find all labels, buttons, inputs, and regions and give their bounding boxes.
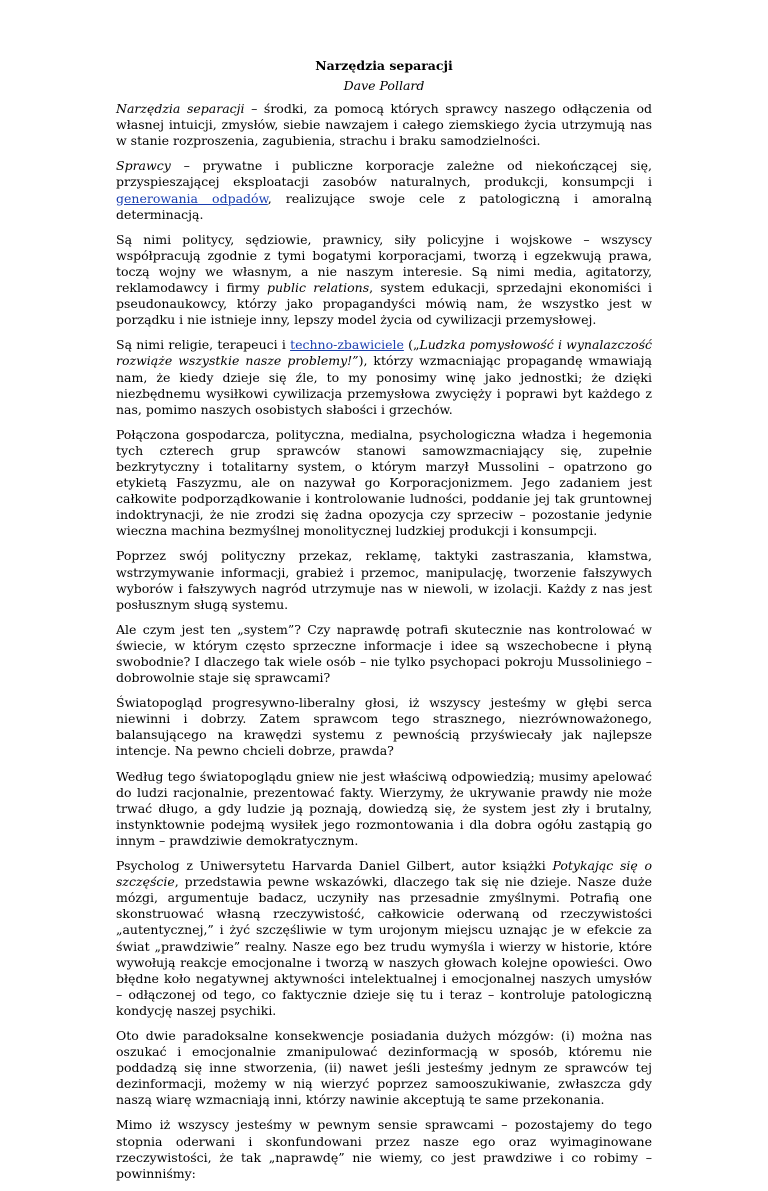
paragraph-anger: Według tego światopoglądu gniew nie jest właściwą odpowiedzią; musimy apelować do ludzi racjonalnie, prezentować fakty. Wierzymy, że ukrywanie prawdy nie może trwać długo, a gdy ludzie ją poznają, dowiedzą się, że system jest zły i brutalny, instynktownie podejmą wysiłek jego rozmontowania i dla dobra ogółu zastąpią go innym – prawdziwie demokratycznym. bbox=[116, 768, 652, 848]
paragraph-corporatism: Połączona gospodarcza, polityczna, medialna, psychologiczna władza i hegemonia tych czterech grup sprawców stanowi samowzmacniający się, zupełnie bezkrytyczny i totalitarny system, o którym marzył Mussolini – opatrzono go etykietą Faszyzmu, ale on nazywał go Korporacjonizmem. Jego zadaniem jest całkowite podporządkowanie i kontrolowanie ludności, poddanie jej tak gruntownej indoktrynacji, że nie zrodzi się żadna opozycja czy sprzeciw – pozostanie jedynie wieczna machina bezmyślnej monolitycznej ludzkiej produkcji i konsumpcji. bbox=[116, 426, 652, 539]
paragraph-text: , przedstawia pewne wskazówki, dlaczego tak się nie dzieje. Nasze duże mózgi, argumentuje badacz, uczyniły nas przesadnie zmyślnymi. Potrafią one skonstruować własną rzeczywistość, całkowicie oderwaną od rzeczywistości „autentycznej,” i żyć szczęśliwie w tym urojonym miejscu uznając je w efekcie za świat „prawdziwie” realny. Nasze ego bez trudu wymyśla i wierzy w historie, które wywołują reakcje emocjonalne i tworzą w naszych głowach kolejne opowieści. Owo błędne koło negatywnej aktywności intelektualnej i emocjonalnej naszych umysłów – odłączonej od tego, co faktycznie dzieje się tu i teraz – kontroluje patologiczną kondycję naszej psychiki. bbox=[116, 874, 652, 1018]
paragraph-politicians bbox=[116, 232, 652, 329]
paragraph-religions bbox=[116, 337, 652, 417]
paragraph-text: – prywatne i publiczne korporacje zależne od niekończącej się, przyspieszającej eksploatacji zasobów naturalnych, produkcji, konsumpcji i bbox=[116, 158, 652, 190]
italic-quote: Ludzka pomysłowość i wynalazczość rozwiąże wszystkie nasze problemy!” bbox=[116, 337, 652, 369]
paragraph-text: Są nimi politycy, sędziowie, prawnicy, siły policyjne i wojskowe – wszyscy współpracują zgodnie z tymi bogatymi korporacjami, tworzą i egzekwują prawa, toczą wojny we własnym, a nie naszym interesie. Są nimi media, agitatorzy, reklamodawcy i firmy bbox=[116, 231, 652, 296]
paragraph-liberal-worldview: Światopogląd progresywno-liberalny głosi, iż wszyscy jesteśmy w głębi serca niewinni i dobrzy. Zatem sprawcom tego strasznego, niezrównoważonego, balansującego na krawędzi systemu z pewnością przyświecały jak najlepsze intencje. Na pewno chcieli dobrze, prawda? bbox=[116, 695, 652, 759]
italic-public-relations: public relations bbox=[267, 280, 370, 296]
paragraph-text: Są nimi religie, terapeuci i bbox=[116, 337, 291, 353]
paragraph-propaganda: Poprzez swój polityczny przekaz, reklamę, taktyki zastraszania, kłamstwa, wstrzymywanie informacji, grabież i przemoc, manipulację, tworzenie fałszywych wyborów i fałszywych nagród utrzymuje nas w niewoli, w izolacji. Każdy z nas jest posłusznym sługą systemu. bbox=[116, 548, 652, 612]
paragraph-definition-perpetrators bbox=[116, 158, 652, 222]
italic-book-title: Potykając się o szczęście bbox=[116, 858, 652, 890]
paragraph-definition-tools bbox=[116, 101, 652, 149]
document-title: Narzędzia separacji bbox=[315, 58, 453, 73]
term-tools-of-separation: Narzędzia separacji bbox=[116, 101, 245, 117]
paragraph-what-is-system: Ale czym jest ten „system”? Czy naprawdę potrafi skutecznie nas kontrolować w świecie, w którym często sprzeczne informacje i idee są wszechobecne i płyną swobodnie? I dlaczego tak wiele osób – nie tylko psychopaci pokroju Mussoliniego – dobrowolnie staje się sprawcami? bbox=[116, 621, 652, 686]
paragraph-gilbert bbox=[116, 858, 652, 1019]
paragraph-consequences: Oto dwie paradoksalne konsekwencje posiadania dużych mózgów: (i) można nas oszukać i emocjonalnie zmanipulować dezinformacją w sposób, któremu nie poddadzą się inne stworzenia, (ii) nawet jeśli jesteśmy jednym ze sprawców tej dezinformacji, możemy w nią wierzyć poprzez samooszukiwanie, zwłaszcza gdy naszą wiarę wzmacniają inni, którzy nawinie akceptują te same przekonania. bbox=[116, 1027, 652, 1108]
paragraph-text: („ bbox=[403, 337, 420, 353]
link-techno-saviors[interactable]: techno-zbawiciele bbox=[290, 337, 404, 353]
link-generating-waste[interactable]: generowania odpadów bbox=[116, 190, 268, 206]
term-perpetrators: Sprawcy bbox=[116, 158, 171, 174]
paragraph-text: Psycholog z Uniwersytetu Harvarda Daniel Gilbert, autor książki bbox=[116, 858, 553, 874]
paragraph-text: ), którzy wzmacniając propagandę wmawiają nam, że kiedy dzieje się źle, to my ponosimy winę jako jednostki; że dzięki niezbędnemu wysiłkowi cywilizacja przemysłowa zwycięży i poprawi byt każdego z nas, pomimo naszych osobistych słabości i grzechów. bbox=[116, 353, 652, 417]
paragraph-text: , system edukacji, sprzedajni ekonomiści i pseudonaukowcy, którzy jako propagandyści mówią nam, że wszystko jest w porządku i nie istnieje inny, lepszy model życia od cywilizacji przemysłowej. bbox=[116, 280, 653, 328]
document-author: Dave Pollard bbox=[343, 78, 425, 93]
document-page bbox=[116, 58, 652, 1191]
paragraph-text: , realizujące swoje cele z patologiczną i amoralną determinacją. bbox=[116, 190, 652, 222]
paragraph-we-should: Mimo iż wszyscy jesteśmy w pewnym sensie sprawcami – pozostajemy do tego stopnia oderwani i skonfundowani przez nasze ego oraz wyimaginowane rzeczywistości, że tak „naprawdę” nie wiemy, co jest prawdziwe i co robimy – powinniśmy: bbox=[116, 1117, 652, 1181]
paragraph-text: – środki, za pomocą których sprawcy naszego odłączenia od własnej intuicji, zmysłów, siebie nawzajem i całego ziemskiego życia utrzymują nas w stanie rozproszenia, zagubienia, strachu i braku samodzielności. bbox=[116, 101, 652, 149]
